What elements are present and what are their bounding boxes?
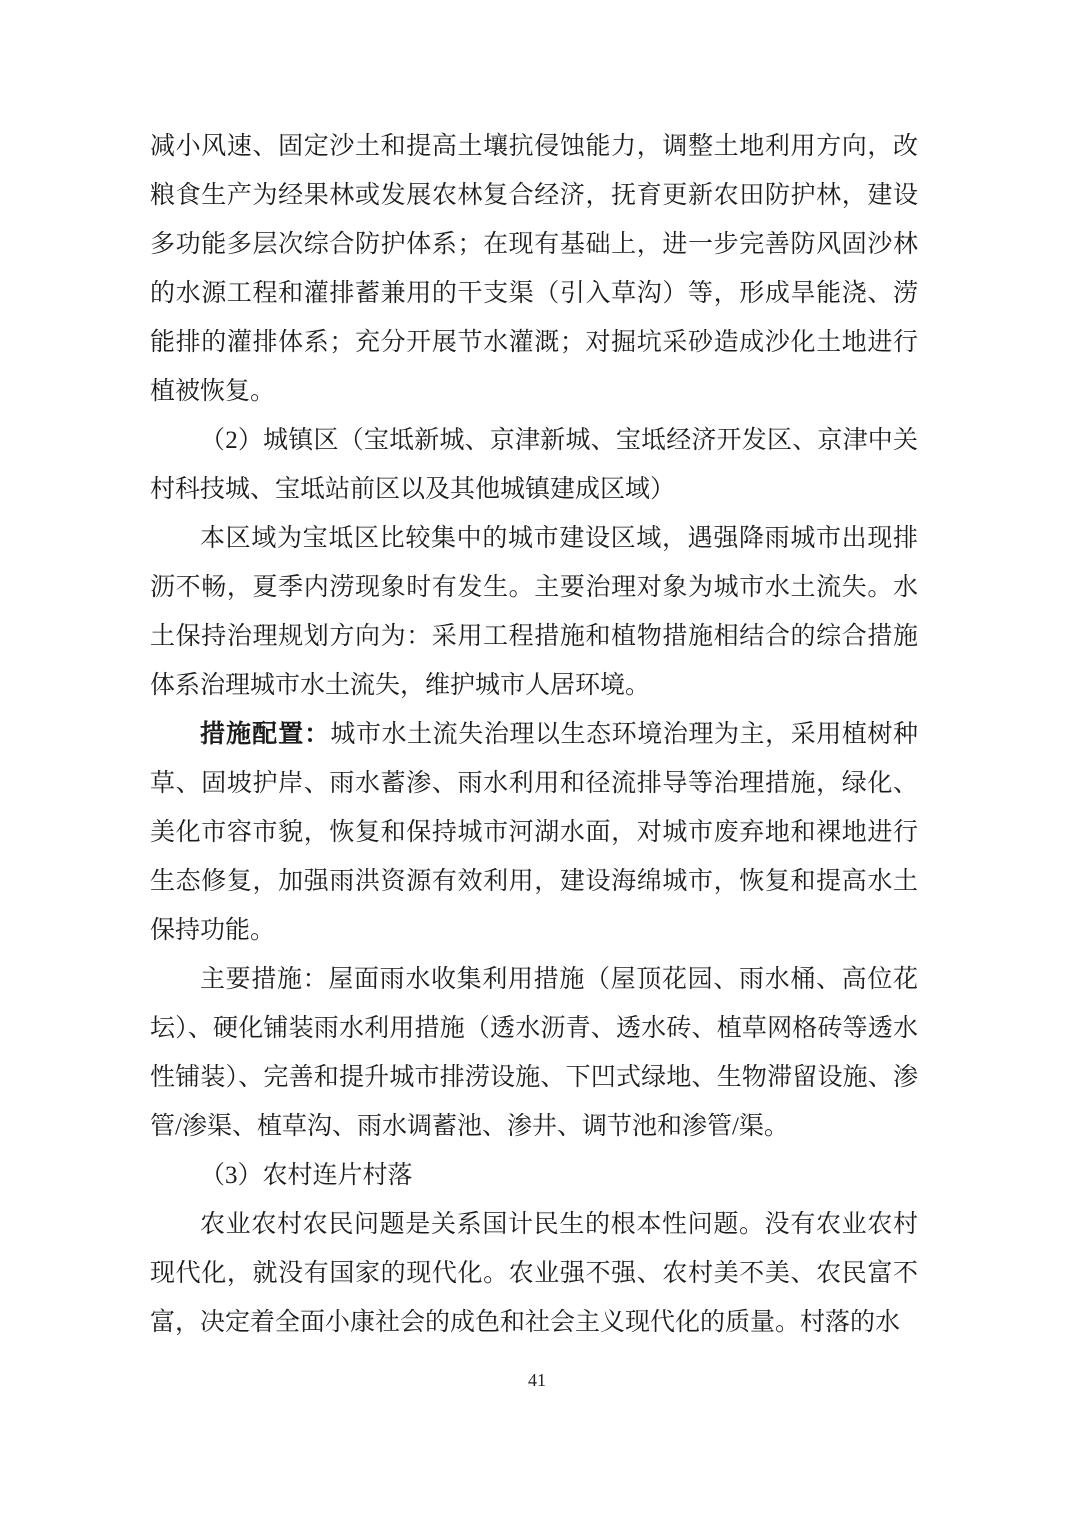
paragraph-section-2-heading: （2）城镇区（宝坻新城、京津新城、宝坻经济开发区、京津中关村科技城、宝坻站前区以及其他城镇建成区域）: [150, 427, 918, 503]
paragraph-lead-bold: 措施配置：: [200, 721, 331, 748]
document-body: [150, 122, 918, 1347]
paragraph-measures-config-text: 城市水土流失治理以生态环境治理为主，采用植树种草、固坡护岸、雨水蓄渗、雨水利用和径流排导等治理措施，绿化、美化市容市貌，恢复和保持城市河湖水面，对城市废弃地和裸地进行生态修复，加强雨洪资源有效利用，建设海绵城市，恢复和提高水土保持功能。: [150, 721, 918, 944]
page-number: 41: [528, 1370, 546, 1390]
paragraph-section-2-body: 本区域为宝坻区比较集中的城市建设区域，遇强降雨城市出现排沥不畅，夏季内涝现象时有发生。主要治理对象为城市水土流失。水土保持治理规划方向为：采用工程措施和植物措施相结合的综合措施体系治理城市水土流失，维护城市人居环境。: [150, 525, 918, 699]
paragraph-main-measures: 主要措施：屋面雨水收集利用措施（屋顶花园、雨水桶、高位花坛）、硬化铺装雨水利用措施（透水沥青、透水砖、植草网格砖等透水性铺装）、完善和提升城市排涝设施、下凹式绿地、生物滞留设施、渗管/渗渠、植草沟、雨水调蓄池、渗井、调节池和渗管/渠。: [150, 966, 918, 1140]
paragraph-continuation: 减小风速、固定沙土和提高土壤抗侵蚀能力，调整土地利用方向，改粮食生产为经果林或发展农林复合经济，抚育更新农田防护林，建设多功能多层次综合防护体系；在现有基础上，进一步完善防风固沙林的水源工程和灌排蓄兼用的干支渠（引入草沟）等，形成旱能浇、涝能排的灌排体系；充分开展节水灌溉；对掘坑采砂造成沙化土地进行植被恢复。: [150, 133, 918, 405]
paragraph-section-3-heading: （3）农村连片村落: [200, 1162, 413, 1189]
paragraph-measures-config: [150, 710, 918, 955]
paragraph-section-3-body: 农业农村农民问题是关系国计民生的根本性问题。没有农业农村现代化，就没有国家的现代化。农业强不强、农村美不美、农民富不富，决定着全面小康社会的成色和社会主义现代化的质量。村落的水: [150, 1211, 918, 1336]
